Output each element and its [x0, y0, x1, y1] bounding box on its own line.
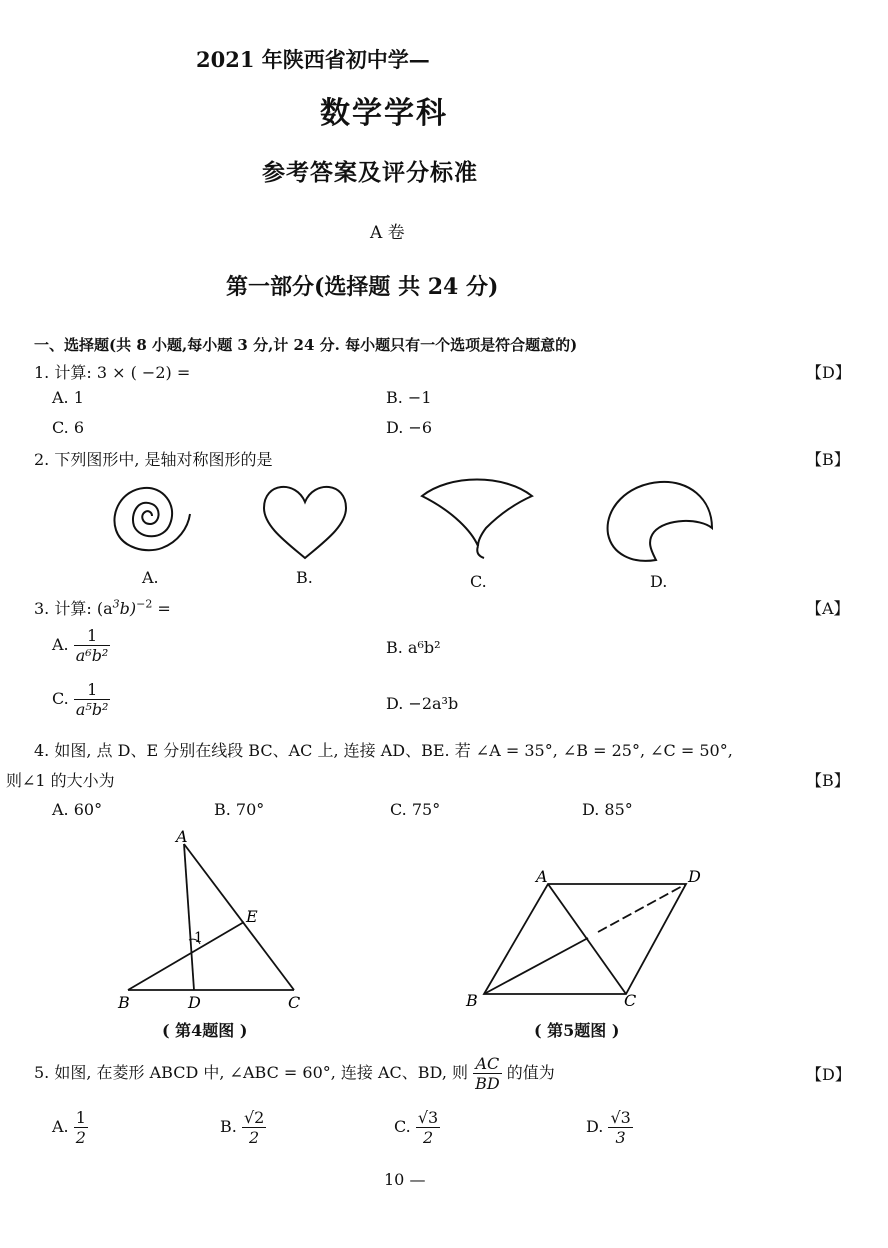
segment-be [128, 922, 244, 990]
point-a-label: A [176, 828, 188, 846]
point-b-label: B [118, 993, 130, 1012]
question-4-stem-line2: 则∠1 的大小为 [6, 771, 115, 790]
question-2-option-c: C. [470, 572, 487, 591]
point-e-label: E [246, 907, 258, 926]
option-fraction [608, 1108, 632, 1147]
question-2-figures [100, 468, 740, 564]
question-4-option-d: D. 85° [582, 800, 633, 819]
question-3-option-d: D. −2a³b [386, 694, 459, 713]
angle-1-label: 1 [194, 930, 203, 946]
answer-key-title: 参考答案及评分标准 [262, 159, 478, 186]
question-2-option-b: B. [296, 568, 313, 587]
point-c-label: C [288, 993, 301, 1012]
question-2-stem: 2. 下列图形中, 是轴对称图形的是 [34, 450, 273, 469]
fraction-numerator: AC [473, 1054, 502, 1074]
section-heading: 一、选择题(共 8 小题,每小题 3 分,计 24 分. 每小题只有一个选项是符合题意的) [34, 336, 578, 354]
question-3-stem-prefix: 3. 计算: (a [34, 599, 113, 618]
question-5-option-d [586, 1108, 633, 1147]
page-number: 10 — [384, 1170, 426, 1189]
question-5-figure [456, 864, 716, 1014]
question-5-option-b [220, 1108, 266, 1147]
question-5-option-c [394, 1108, 440, 1147]
question-3-option-c-fraction [74, 680, 111, 719]
question-5-stem-fraction [473, 1054, 502, 1093]
point-d-label: D [188, 993, 201, 1012]
question-3-option-c-label: C. [52, 689, 69, 708]
question-4-stem-line1: 4. 如图, 点 D、E 分别在线段 BC、AC 上, 连接 AD、BE. 若 ∠A = 35°, ∠B = 25°, ∠C = 50°, [34, 741, 733, 760]
fraction-denominator: 2 [422, 1128, 434, 1147]
question-5-stem-suffix: 的值为 [506, 1063, 555, 1082]
fraction-denominator: 2 [75, 1128, 86, 1147]
paper-label: A 卷 [370, 223, 405, 243]
fraction-numerator: 1 [74, 626, 111, 646]
wave-icon [608, 482, 712, 561]
exam-title: 2021 年陕西省初中学— [196, 47, 430, 72]
question-3-answer: 【A】 [806, 599, 850, 618]
fraction-denominator: BD [475, 1074, 500, 1093]
fraction-denominator: a⁵b² [75, 700, 109, 719]
question-5-stem-prefix: 5. 如图, 在菱形 ABCD 中, ∠ABC = 60°, 连接 AC、BD, 则 [34, 1063, 468, 1082]
question-1-option-b: B. −1 [386, 388, 432, 407]
question-3-stem-exp: −2 [136, 597, 153, 611]
segment-ac [184, 844, 294, 990]
question-1-option-a: A. 1 [52, 388, 84, 407]
question-3-option-c [52, 680, 110, 719]
question-3-option-b: B. a⁶b² [386, 638, 441, 657]
question-3-option-a-label: A. [52, 635, 69, 654]
question-4-answer: 【B】 [806, 771, 850, 790]
part-heading: 第一部分(选择题 共 24 分) [226, 274, 499, 300]
question-3-option-a [52, 626, 110, 665]
question-3-stem-sup: 3 [112, 597, 120, 611]
question-4-figure-caption: ( 第4题图 ) [162, 1021, 248, 1040]
option-fraction [416, 1108, 440, 1147]
question-1-stem: 1. 计算: 3 × ( −2) = [34, 363, 191, 382]
question-1-option-c: C. 6 [52, 418, 85, 437]
fraction-numerator: 1 [74, 680, 111, 700]
point-b-label: B [466, 991, 478, 1010]
point-a-label: A [536, 867, 548, 886]
heart-icon [264, 487, 346, 558]
fraction-denominator: a⁶b² [75, 646, 109, 665]
fan-icon [422, 480, 532, 559]
question-4-option-b: B. 70° [214, 800, 265, 819]
question-4-option-c: C. 75° [390, 800, 441, 819]
question-2-option-a: A. [142, 568, 159, 587]
question-5-option-a [52, 1108, 88, 1147]
question-4-option-a: A. 60° [52, 800, 103, 819]
option-fraction [242, 1108, 266, 1147]
fraction-numerator: 1 [75, 1108, 86, 1127]
question-5-figure-caption: ( 第5题图 ) [534, 1021, 620, 1040]
question-3-stem-suffix: = [152, 599, 171, 618]
question-1-answer: 【D】 [806, 363, 851, 382]
question-5-answer: 【D】 [806, 1065, 851, 1084]
question-2-answer: 【B】 [806, 450, 850, 469]
question-2-option-d: D. [650, 572, 668, 591]
option-fraction [74, 1108, 88, 1147]
fraction-denominator: 3 [615, 1128, 626, 1147]
question-1-option-d: D. −6 [386, 418, 433, 437]
subject-title: 数学学科 [320, 96, 448, 131]
point-c-label: C [624, 991, 637, 1010]
point-d-label: D [688, 867, 701, 886]
question-3-stem-mid: b) [119, 599, 137, 618]
question-3-option-a-fraction [74, 626, 111, 665]
option-label: C. [394, 1117, 411, 1136]
fraction-numerator: √2 [243, 1108, 265, 1127]
question-4-figure [110, 828, 320, 1014]
question-3-stem [34, 596, 171, 619]
segment-ad [184, 844, 194, 990]
spiral-icon [114, 488, 190, 550]
question-5-stem [34, 1054, 555, 1093]
fraction-denominator: 2 [249, 1128, 260, 1147]
option-label: B. [220, 1117, 237, 1136]
fraction-numerator: √3 [610, 1108, 631, 1127]
option-label: A. [52, 1117, 69, 1136]
fraction-numerator: √3 [417, 1108, 439, 1127]
option-label: D. [586, 1117, 604, 1136]
